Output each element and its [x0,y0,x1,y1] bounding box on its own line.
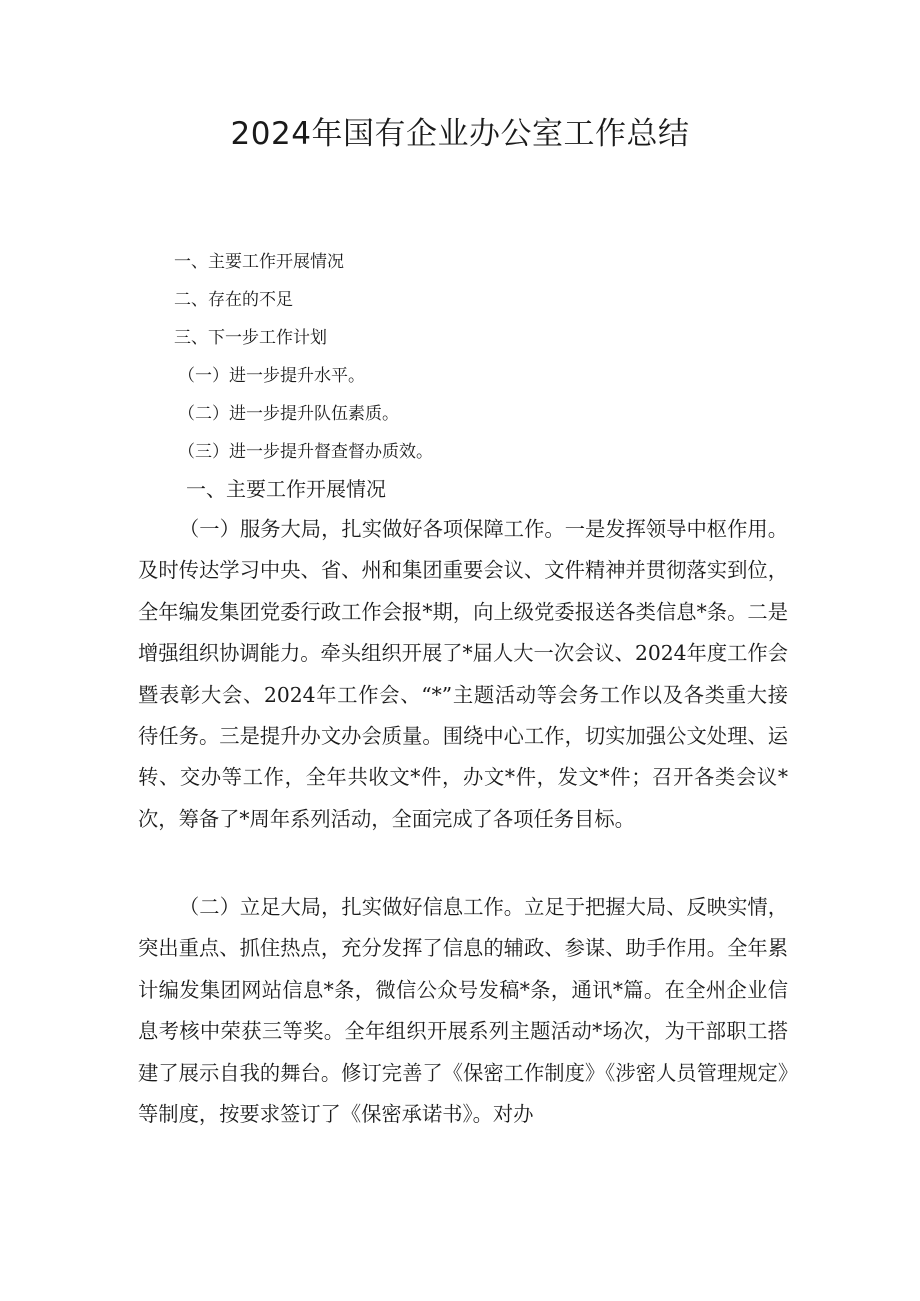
table-of-contents [174,248,814,476]
toc-item: 一、主要工作开展情况 [174,252,344,272]
toc-subitem: （三）进一步提升督查督办质效。 [178,442,433,462]
toc-item: 三、下一步工作计划 [174,328,327,348]
body-paragraph: （一）服务大局，扎实做好各项保障工作。一是发挥领导中枢作用。及时传达学习中央、省、州和集团重要会议、文件精神并贯彻落实到位，全年编发集团党委行政工作会报*期，向上级党委报送各类信息*条。二是增强组织协调能力。牵头组织开展了*届人大一次会议、2024年度工作会暨表彰大会、2024年工作会、“*”主题活动等会务工作以及各类重大接待任务。三是提升办文办会质量。围绕中心工作，切实加强公文处理、运转、交办等工作，全年共收文*件，办文*件，发文*件；召开各类会议*次，筹备了*周年系列活动，全面完成了各项任务目标。 [138,517,788,831]
document-title: 2024年国有企业办公室工作总结 [230,116,690,152]
toc-item: 二、存在的不足 [174,290,293,310]
body-paragraph: （二）立足大局，扎实做好信息工作。立足于把握大局、反映实情，突出重点、抓住热点，充分发挥了信息的辅政、参谋、助手作用。全年累计编发集团网站信息*条，微信公众号发稿*条，通讯*篇。在全州企业信息考核中荣获三等奖。全年组织开展系列主题活动*场次，为干部职工搭建了展示自我的舞台。修订完善了《保密工作制度》《涉密人员管理规定》等制度，按要求签订了《保密承诺书》。对办 [138,895,788,1127]
toc-subitem: （二）进一步提升队伍素质。 [178,404,399,424]
toc-subitem: （一）进一步提升水平。 [178,366,365,386]
section-heading: 一、主要工作开展情况 [186,477,386,501]
